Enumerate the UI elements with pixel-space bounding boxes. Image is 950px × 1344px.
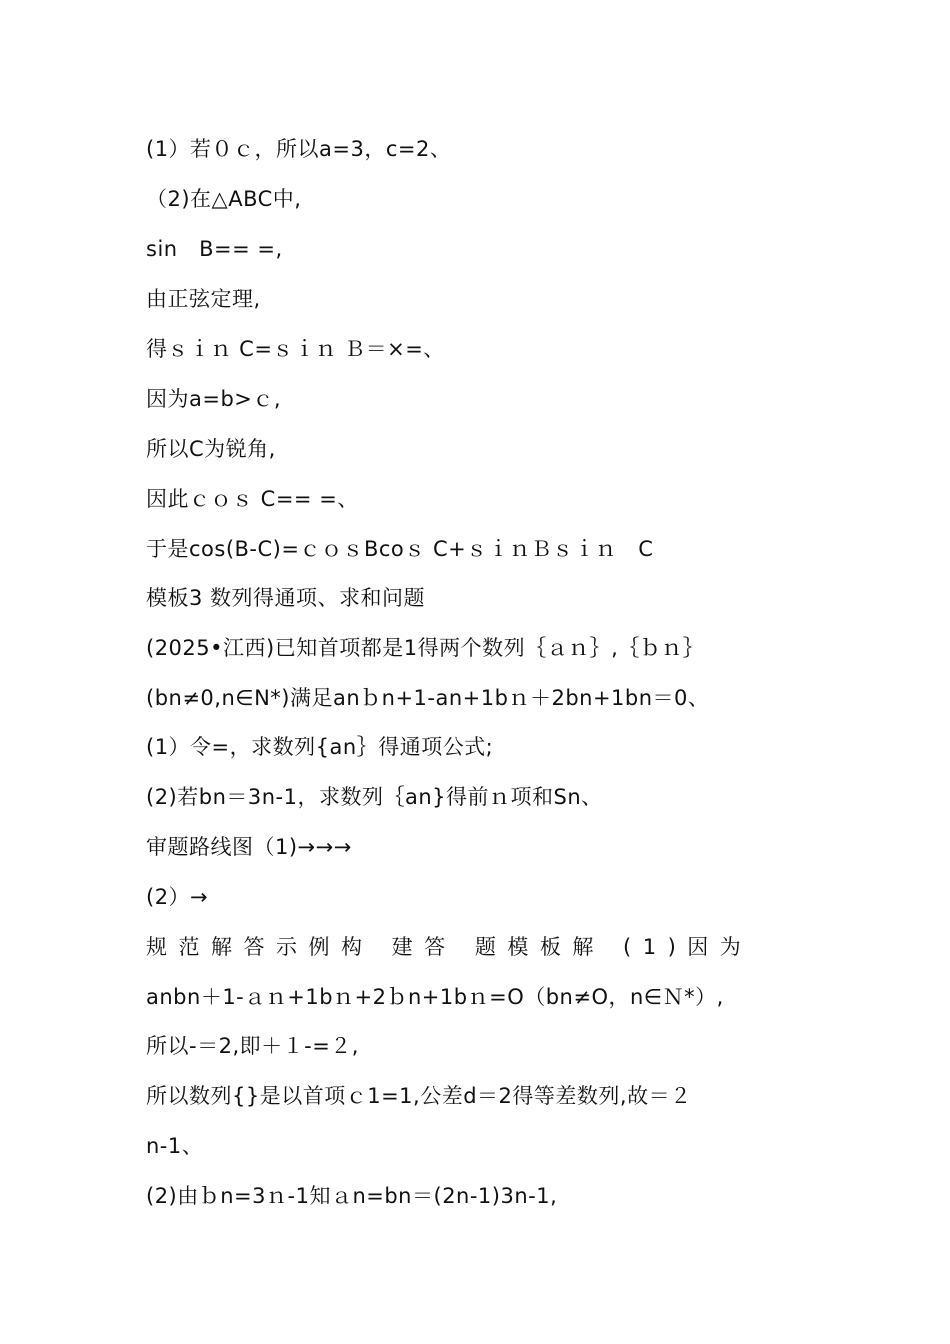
- text-line-6: 因为a=b>ｃ,: [146, 387, 282, 411]
- text-line-8: 因此ｃｏｓ C== =、: [146, 487, 359, 511]
- text-line-17: 规范解答示例构 建答 题模板解 (1)因为: [146, 935, 753, 959]
- text-line-5: 得ｓｉｎ C=ｓｉｎ Ｂ＝×=、: [146, 337, 445, 361]
- text-line-11: (2025•江西)已知首项都是1得两个数列｛ａｎ｝,｛ｂｎ｝: [146, 636, 705, 660]
- text-line-2: （2)在△ABC中,: [146, 187, 302, 211]
- text-line-9: 于是cos(B-C)=ｃｏｓBcoｓ C+ｓｉｎＢｓｉｎ C: [146, 537, 654, 561]
- text-line-20: 所以数列{}是以首项ｃ1=1,公差d＝2得等差数列,故＝２: [146, 1084, 692, 1108]
- section-heading: 模板3 数列得通项、求和问题: [146, 586, 426, 610]
- text-line-16: (2）→: [146, 885, 209, 909]
- text-line-15: 审题路线图（1)→→→: [146, 835, 352, 859]
- text-line-14: (2)若bn＝3n-1，求数列｛an}得前ｎ项和Sn、: [146, 785, 603, 809]
- text-line-19: 所以-＝2,即＋１-=２,: [146, 1034, 359, 1058]
- text-line-13: (1）令=，求数列{an｝得通项公式;: [146, 735, 494, 759]
- text-line-18: anbn＋1-ａｎ+1bｎ+2ｂn+1bｎ=O（bn≠O，n∈Ｎ*）,: [146, 985, 724, 1009]
- text-line-12: (bn≠0,n∈N*)满足anｂn+1-an+1bｎ＋2bn+1bn＝0、: [146, 686, 710, 710]
- text-line-21: n-1、: [146, 1134, 204, 1158]
- text-line-4: 由正弦定理,: [146, 287, 261, 311]
- text-line-3: sin B== =,: [146, 237, 283, 261]
- text-line-1: (1）若０ｃ，所以a=3，c=2、: [146, 137, 452, 161]
- text-line-7: 所以C为锐角,: [146, 437, 276, 461]
- text-line-22: (2)由ｂn=3ｎ-1知ａn=bn＝(2n-1)3n-1,: [146, 1184, 558, 1208]
